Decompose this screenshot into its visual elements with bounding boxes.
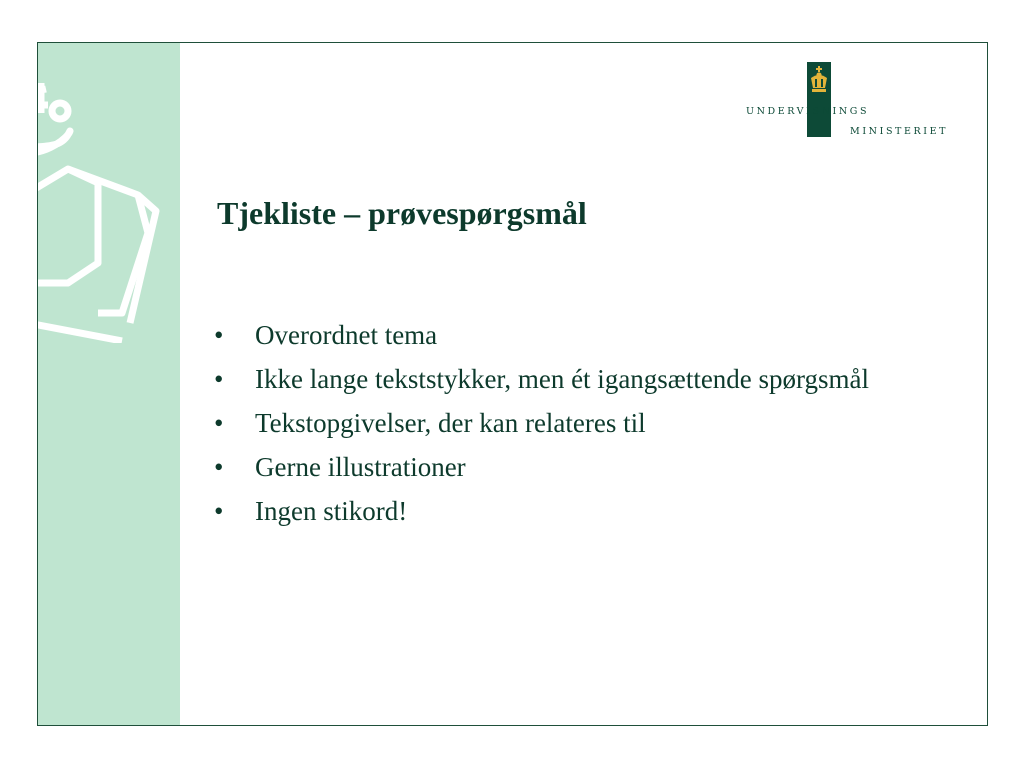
bullet-dot: • (214, 408, 224, 438)
bullet-text: Tekstopgivelser, der kan relateres til (255, 408, 646, 438)
bullet-text: Gerne illustrationer (255, 452, 466, 482)
slide (37, 42, 988, 726)
bullet-text: Overordnet tema (255, 320, 438, 350)
crown-icon (809, 66, 829, 94)
bullet-dot: • (214, 452, 224, 482)
slide-title: Tjekliste – prøvespørgsmål (217, 195, 587, 231)
ministry-logo (746, 62, 966, 142)
bullet-item (214, 450, 934, 485)
bullet-item (214, 406, 934, 441)
side-band (38, 43, 180, 725)
bullet-dot: • (214, 320, 224, 350)
logo-text-line2: MINISTERIET (850, 126, 949, 137)
bullet-text: Ikke lange tekststykker, men ét igangsættende spørgsmål (255, 364, 870, 394)
bullet-dot: • (214, 364, 224, 394)
bullet-dot: • (214, 496, 224, 526)
bullet-item (214, 362, 934, 397)
crown-watermark-icon (38, 83, 180, 343)
bullet-text: Ingen stikord! (255, 496, 408, 526)
logo-text-line1: UNDERVISNINGS (746, 106, 870, 117)
bullet-item (214, 318, 934, 353)
bullet-item (214, 494, 934, 529)
bullet-list (214, 318, 934, 538)
